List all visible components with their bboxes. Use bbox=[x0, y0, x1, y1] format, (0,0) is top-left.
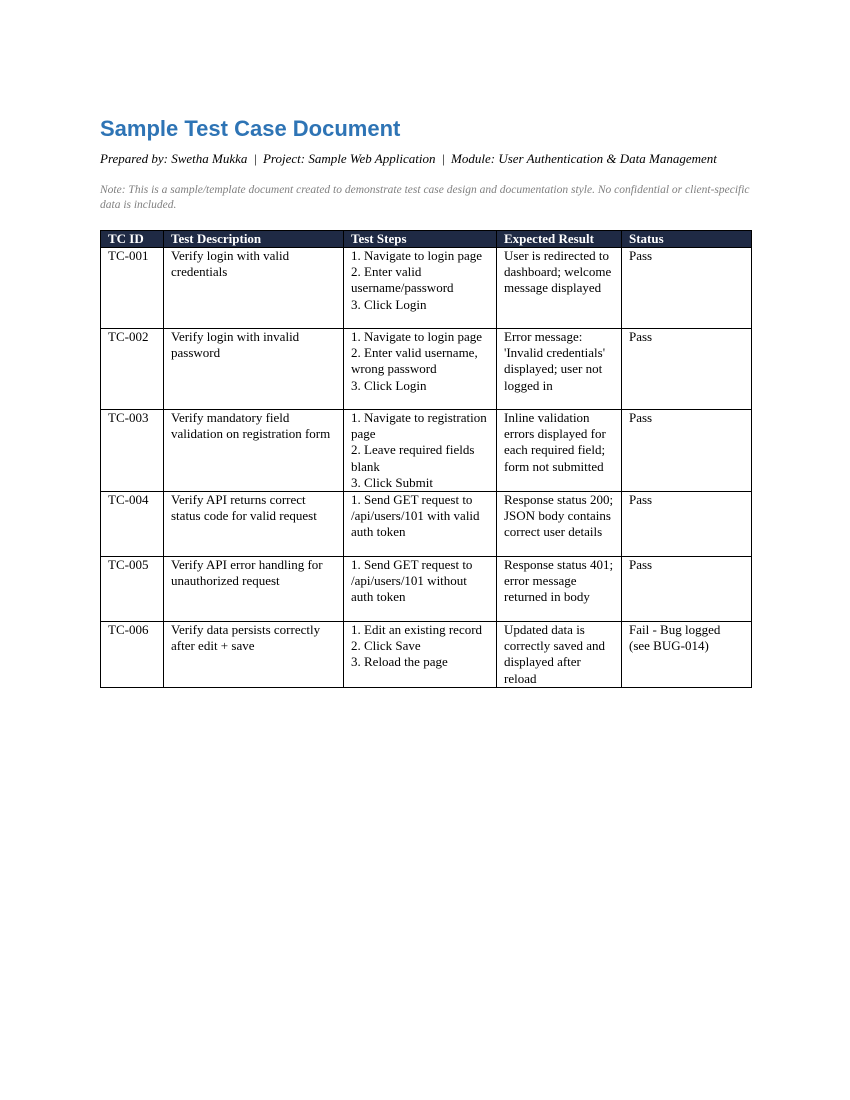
test-step: 3. Reload the page bbox=[351, 654, 448, 670]
test-step: 2. Click Save bbox=[351, 638, 421, 654]
test-case-table bbox=[100, 230, 752, 688]
tc-id-cell: TC-001 bbox=[101, 248, 164, 329]
test-description-cell: Verify data persists correctly after edit + save bbox=[164, 622, 344, 688]
test-case-rows bbox=[101, 248, 752, 688]
byline-separator: | bbox=[253, 151, 257, 166]
table-header-row bbox=[101, 231, 752, 248]
test-steps-cell bbox=[344, 329, 497, 410]
test-step: 2. Enter valid username/password bbox=[351, 264, 454, 296]
document-byline bbox=[100, 151, 751, 167]
test-step: 1. Send GET request to /api/users/101 with valid auth token bbox=[351, 492, 480, 540]
test-step: 3. Click Login bbox=[351, 377, 427, 393]
module-name: Module: User Authentication & Data Management bbox=[451, 151, 717, 166]
status-cell: Pass bbox=[622, 248, 752, 329]
test-description-cell: Verify API returns correct status code for valid request bbox=[164, 492, 344, 557]
test-steps-cell bbox=[344, 410, 497, 492]
table-row bbox=[101, 492, 752, 557]
expected-result-cell: Response status 401; error message returned in body bbox=[497, 557, 622, 622]
test-step: 1. Navigate to login page bbox=[351, 329, 483, 344]
test-steps-cell bbox=[344, 557, 497, 622]
test-description-cell: Verify login with invalid password bbox=[164, 329, 344, 410]
table-row bbox=[101, 557, 752, 622]
status-cell: Pass bbox=[622, 492, 752, 557]
prepared-by: Prepared by: Swetha Mukka bbox=[100, 151, 248, 166]
test-description-cell: Verify API error handling for unauthorized request bbox=[164, 557, 344, 622]
expected-result-cell: Response status 200; JSON body contains correct user details bbox=[497, 492, 622, 557]
test-step: 1. Navigate to login page bbox=[351, 248, 483, 263]
expected-result-cell: Error message: 'Invalid credentials' displayed; user not logged in bbox=[497, 329, 622, 410]
expected-result-cell: Updated data is correctly saved and displayed after reload bbox=[497, 622, 622, 688]
test-step: 1. Send GET request to /api/users/101 without auth token bbox=[351, 557, 473, 605]
expected-result-cell: User is redirected to dashboard; welcome message displayed bbox=[497, 248, 622, 329]
header-test-description: Test Description bbox=[164, 231, 344, 248]
test-step: 2. Leave required fields blank bbox=[351, 442, 475, 474]
document-page bbox=[100, 115, 751, 688]
byline-separator: | bbox=[441, 151, 446, 166]
test-step: 2. Enter valid username, wrong password bbox=[351, 345, 478, 377]
test-description-cell: Verify mandatory field validation on registration form bbox=[164, 410, 344, 492]
tc-id-cell: TC-004 bbox=[101, 492, 164, 557]
status-cell: Fail - Bug logged (see BUG-014) bbox=[622, 622, 752, 688]
test-step: 1. Navigate to registration page bbox=[351, 410, 487, 442]
header-tc-id: TC ID bbox=[101, 231, 164, 248]
test-steps-cell bbox=[344, 622, 497, 688]
table-row bbox=[101, 622, 752, 688]
test-description-cell: Verify login with valid credentials bbox=[164, 248, 344, 329]
status-cell: Pass bbox=[622, 410, 752, 492]
test-step: 3. Click Login bbox=[351, 296, 427, 312]
header-status: Status bbox=[622, 231, 752, 248]
tc-id-cell: TC-003 bbox=[101, 410, 164, 492]
tc-id-cell: TC-006 bbox=[101, 622, 164, 688]
tc-id-cell: TC-002 bbox=[101, 329, 164, 410]
test-steps-cell bbox=[344, 492, 497, 557]
test-steps-cell bbox=[344, 248, 497, 329]
document-title: Sample Test Case Document bbox=[100, 116, 401, 141]
table-row bbox=[101, 410, 752, 492]
project-name: Project: Sample Web Application bbox=[262, 151, 436, 166]
table-row bbox=[101, 248, 752, 329]
header-expected-result: Expected Result bbox=[497, 231, 622, 248]
status-cell: Pass bbox=[622, 329, 752, 410]
test-step: 1. Edit an existing record bbox=[351, 622, 483, 638]
tc-id-cell: TC-005 bbox=[101, 557, 164, 622]
test-step: 3. Click Submit bbox=[351, 474, 433, 490]
disclaimer-note: Note: This is a sample/template document created to demonstrate test case design and documentation style. No confidential or client-specific data is included. bbox=[100, 184, 750, 211]
table-row bbox=[101, 329, 752, 410]
expected-result-cell: Inline validation errors displayed for each required field; form not submitted bbox=[497, 410, 622, 492]
status-cell: Pass bbox=[622, 557, 752, 622]
header-test-steps: Test Steps bbox=[344, 231, 497, 248]
